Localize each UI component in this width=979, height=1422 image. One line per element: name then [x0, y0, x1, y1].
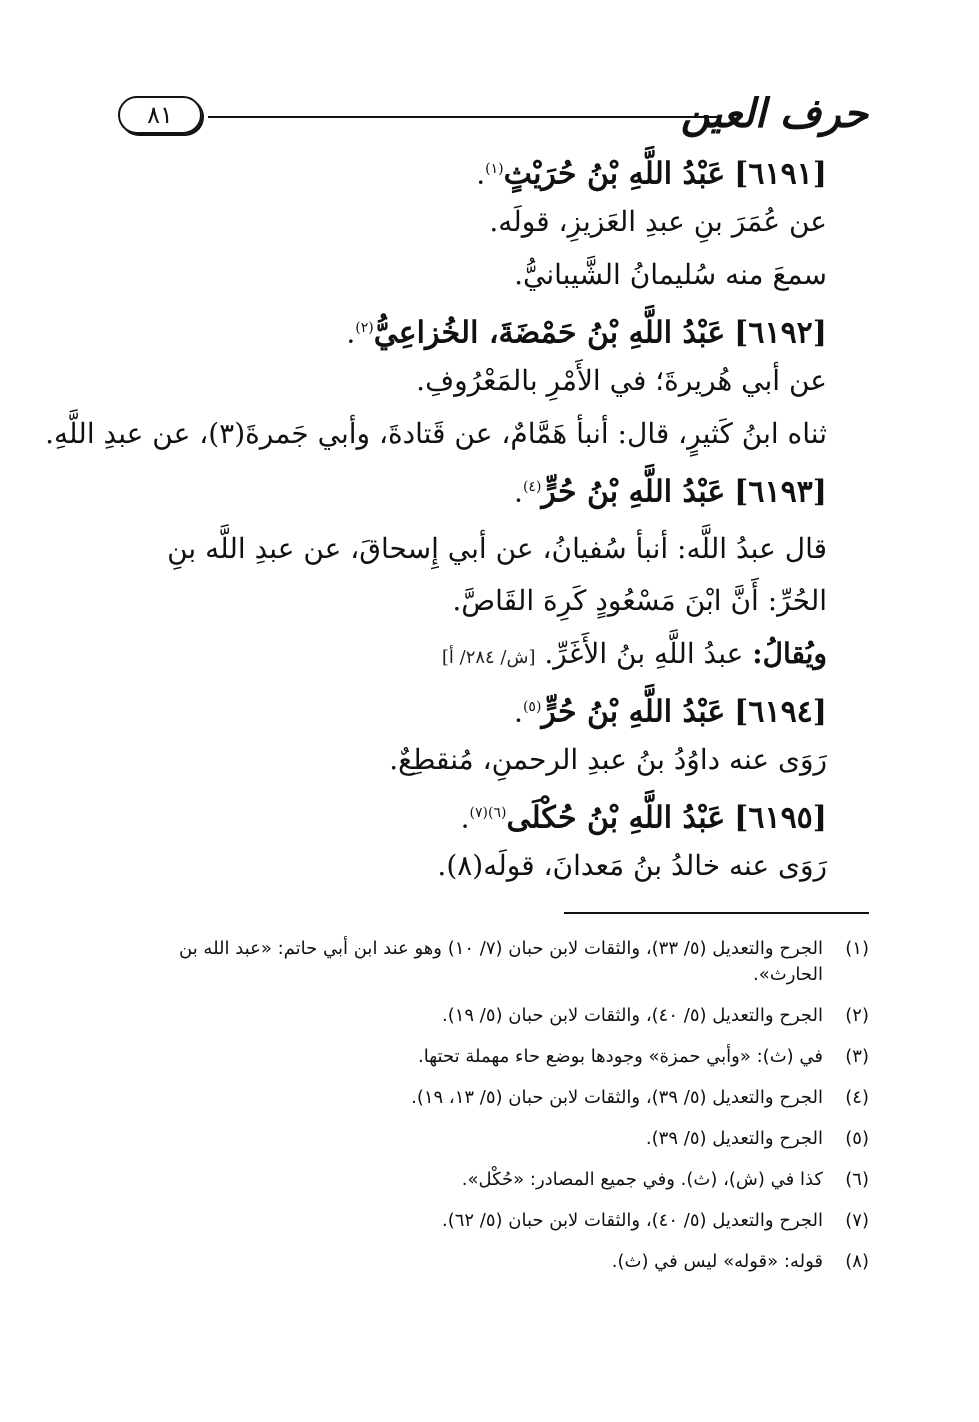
footnote-separator [564, 912, 869, 914]
footnote-number: (٨) [845, 1251, 869, 1272]
entry-number: [٦١٩٣] [734, 474, 827, 510]
footnote-text: الجرح والتعديل (٥/ ٤٠)، والثقات لابن حبان (٥/ ١٩). [441, 1005, 823, 1026]
footnote [108, 1003, 869, 1029]
footnote [108, 1085, 869, 1111]
page-number-badge: ٨١ [118, 96, 202, 134]
entry-heading [118, 690, 827, 743]
footnote-number: (٥) [845, 1128, 869, 1149]
period: . [514, 695, 523, 729]
entry-number: [٦١٩١] [734, 156, 827, 192]
entry-heading [118, 470, 827, 523]
entry-number: [٦١٩٢] [734, 315, 827, 351]
footnote-text: الجرح والتعديل (٥/ ٣٩). [645, 1128, 823, 1149]
footnote-number: (١) [845, 938, 869, 959]
entry-name: عَبْدُ اللَّهِ بْنُ حُرٍّ [541, 694, 726, 730]
text-paragraph: قال عبدُ اللَّه: أنبأ سُفيانُ، عن أبي إِسحاقَ، عن عبدِ اللَّه بنِ الحُرِّ: أَنَّ ابْنَ مَسْعُودٍ كَرِهَ القَاصَّ. [167, 532, 827, 617]
text-line [118, 637, 827, 690]
manuscript-ref: [ش/ ٢٨٤/ أ] [441, 647, 536, 668]
period: . [346, 316, 356, 350]
footnote-number: (٢) [845, 1005, 869, 1026]
footnote-ref: (٦)(٧) [469, 805, 507, 821]
header-rule [208, 116, 718, 118]
text-line: رَوَى عنه خالدُ بنُ مَعدانَ، قولَه(٨). [437, 849, 827, 882]
footnote-text: كذا في (ش)، (ث). وفي جميع المصادر: «حُكْل». [461, 1169, 823, 1190]
footnote-text: الجرح والتعديل (٥/ ٣٣)، والثقات لابن حبان (٧/ ١٠) وهو عند ابن أبي حاتم: «عبد الله بن الحارث». [179, 938, 823, 985]
main-text [45, 152, 827, 902]
footnote-ref: (١) [485, 161, 504, 177]
footnotes [108, 936, 869, 1290]
entry-name: عَبْدُ اللَّهِ بْنُ حُرٍّ [541, 474, 726, 510]
entry-heading [118, 311, 827, 364]
entry-name: عَبْدُ اللَّهِ بْنُ حُرَيْثٍ [503, 156, 726, 192]
footnote [108, 1044, 869, 1070]
footnote [108, 936, 869, 988]
footnote-number: (٦) [845, 1169, 869, 1190]
entry-name: عَبْدُ اللَّهِ بْنُ حُكْلَى [506, 800, 726, 836]
footnote-text: قوله: «قوله» ليس في (ث). [611, 1251, 823, 1272]
entry-heading [118, 152, 827, 205]
page-header [118, 90, 868, 140]
footnote-text: الجرح والتعديل (٥/ ٣٩)، والثقات لابن حبان (٥/ ١٣، ١٩). [411, 1087, 823, 1108]
entry-number: [٦١٩٥] [734, 800, 827, 836]
period: . [514, 475, 523, 509]
footnote [108, 1126, 869, 1152]
footnote-number: (٧) [845, 1210, 869, 1231]
alt-name: عبدُ اللَّهِ بنُ الأَغَرِّ. [544, 637, 744, 670]
footnote [108, 1208, 869, 1234]
text-line: ثناه ابنُ كَثيرٍ، قال: أنبأ هَمَّامٌ، عن قَتادةَ، وأبي جَمرةَ(٣)، عن عبدِ اللَّهِ. [45, 417, 827, 450]
entry-name: عَبْدُ اللَّهِ بْنُ حَمْضَةَ، الخُزاعِيُّ [373, 315, 726, 351]
footnote-number: (٣) [845, 1046, 869, 1067]
footnote-ref: (٢) [355, 320, 374, 336]
footnote [108, 1249, 869, 1275]
footnote-text: في (ث): «وأبي حمزة» وجودها بوضع حاء مهملة تحتها. [418, 1046, 823, 1067]
lead-word: ويُقالُ: [752, 637, 827, 670]
footnote-number: (٤) [845, 1087, 869, 1108]
entry-number: [٦١٩٤] [734, 694, 827, 730]
chapter-title: حرف العين [680, 90, 868, 137]
text-line: رَوَى عنه داوُدُ بنُ عبدِ الرحمنِ، مُنقطِعٌ. [389, 743, 827, 776]
period: . [460, 801, 470, 835]
text-line: سمعَ منه سُليمانُ الشَّيبانيُّ. [514, 258, 827, 291]
footnote-ref: (٥) [522, 699, 542, 715]
entry-heading [118, 796, 827, 849]
text-line: عن عُمَرَ بنِ عبدِ العَزيزِ، قولَه. [489, 205, 827, 238]
footnote [108, 1167, 869, 1193]
period: . [476, 157, 486, 191]
footnote-ref: (٤) [522, 479, 542, 495]
footnote-text: الجرح والتعديل (٥/ ٤٠)، والثقات لابن حبان (٥/ ٦٢). [441, 1210, 823, 1231]
text-line: عن أبي هُريرةَ؛ في الأَمْرِ بالمَعْرُوفِ. [416, 364, 827, 397]
